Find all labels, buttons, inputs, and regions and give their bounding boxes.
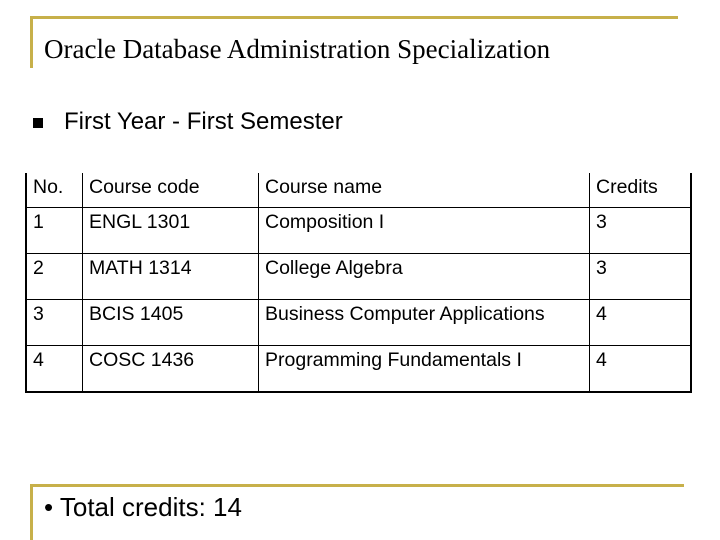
- cell-no: 3: [26, 300, 83, 346]
- bottom-accent-rule: [30, 484, 684, 487]
- top-accent-rule: [30, 16, 678, 19]
- cell-course-code: BCIS 1405: [83, 300, 259, 346]
- table-header-row: [26, 173, 691, 208]
- cell-credits: 3: [590, 208, 692, 254]
- semester-heading: First Year - First Semester: [64, 108, 343, 135]
- table-row: [26, 346, 691, 393]
- header-no: No.: [26, 173, 83, 208]
- header-course-name: Course name: [259, 173, 590, 208]
- course-table: [25, 173, 692, 393]
- cell-no: 2: [26, 254, 83, 300]
- square-bullet-icon: [33, 118, 43, 128]
- cell-course-code: MATH 1314: [83, 254, 259, 300]
- cell-course-name: Programming Fundamentals I: [259, 346, 590, 393]
- cell-course-name: College Algebra: [259, 254, 590, 300]
- table-row: [26, 254, 691, 300]
- cell-course-code: ENGL 1301: [83, 208, 259, 254]
- table-row: [26, 208, 691, 254]
- cell-course-name: Composition I: [259, 208, 590, 254]
- header-credits: Credits: [590, 173, 692, 208]
- header-course-code: Course code: [83, 173, 259, 208]
- cell-credits: 4: [590, 346, 692, 393]
- cell-no: 4: [26, 346, 83, 393]
- cell-course-name: Business Computer Applications: [259, 300, 590, 346]
- left-accent-rule: [30, 16, 33, 68]
- cell-credits: 4: [590, 300, 692, 346]
- table-row: [26, 300, 691, 346]
- bottom-left-accent-rule: [30, 484, 33, 540]
- total-credits: • Total credits: 14: [44, 492, 242, 522]
- cell-credits: 3: [590, 254, 692, 300]
- cell-course-code: COSC 1436: [83, 346, 259, 393]
- slide-title: Oracle Database Administration Specialization: [44, 34, 551, 64]
- cell-no: 1: [26, 208, 83, 254]
